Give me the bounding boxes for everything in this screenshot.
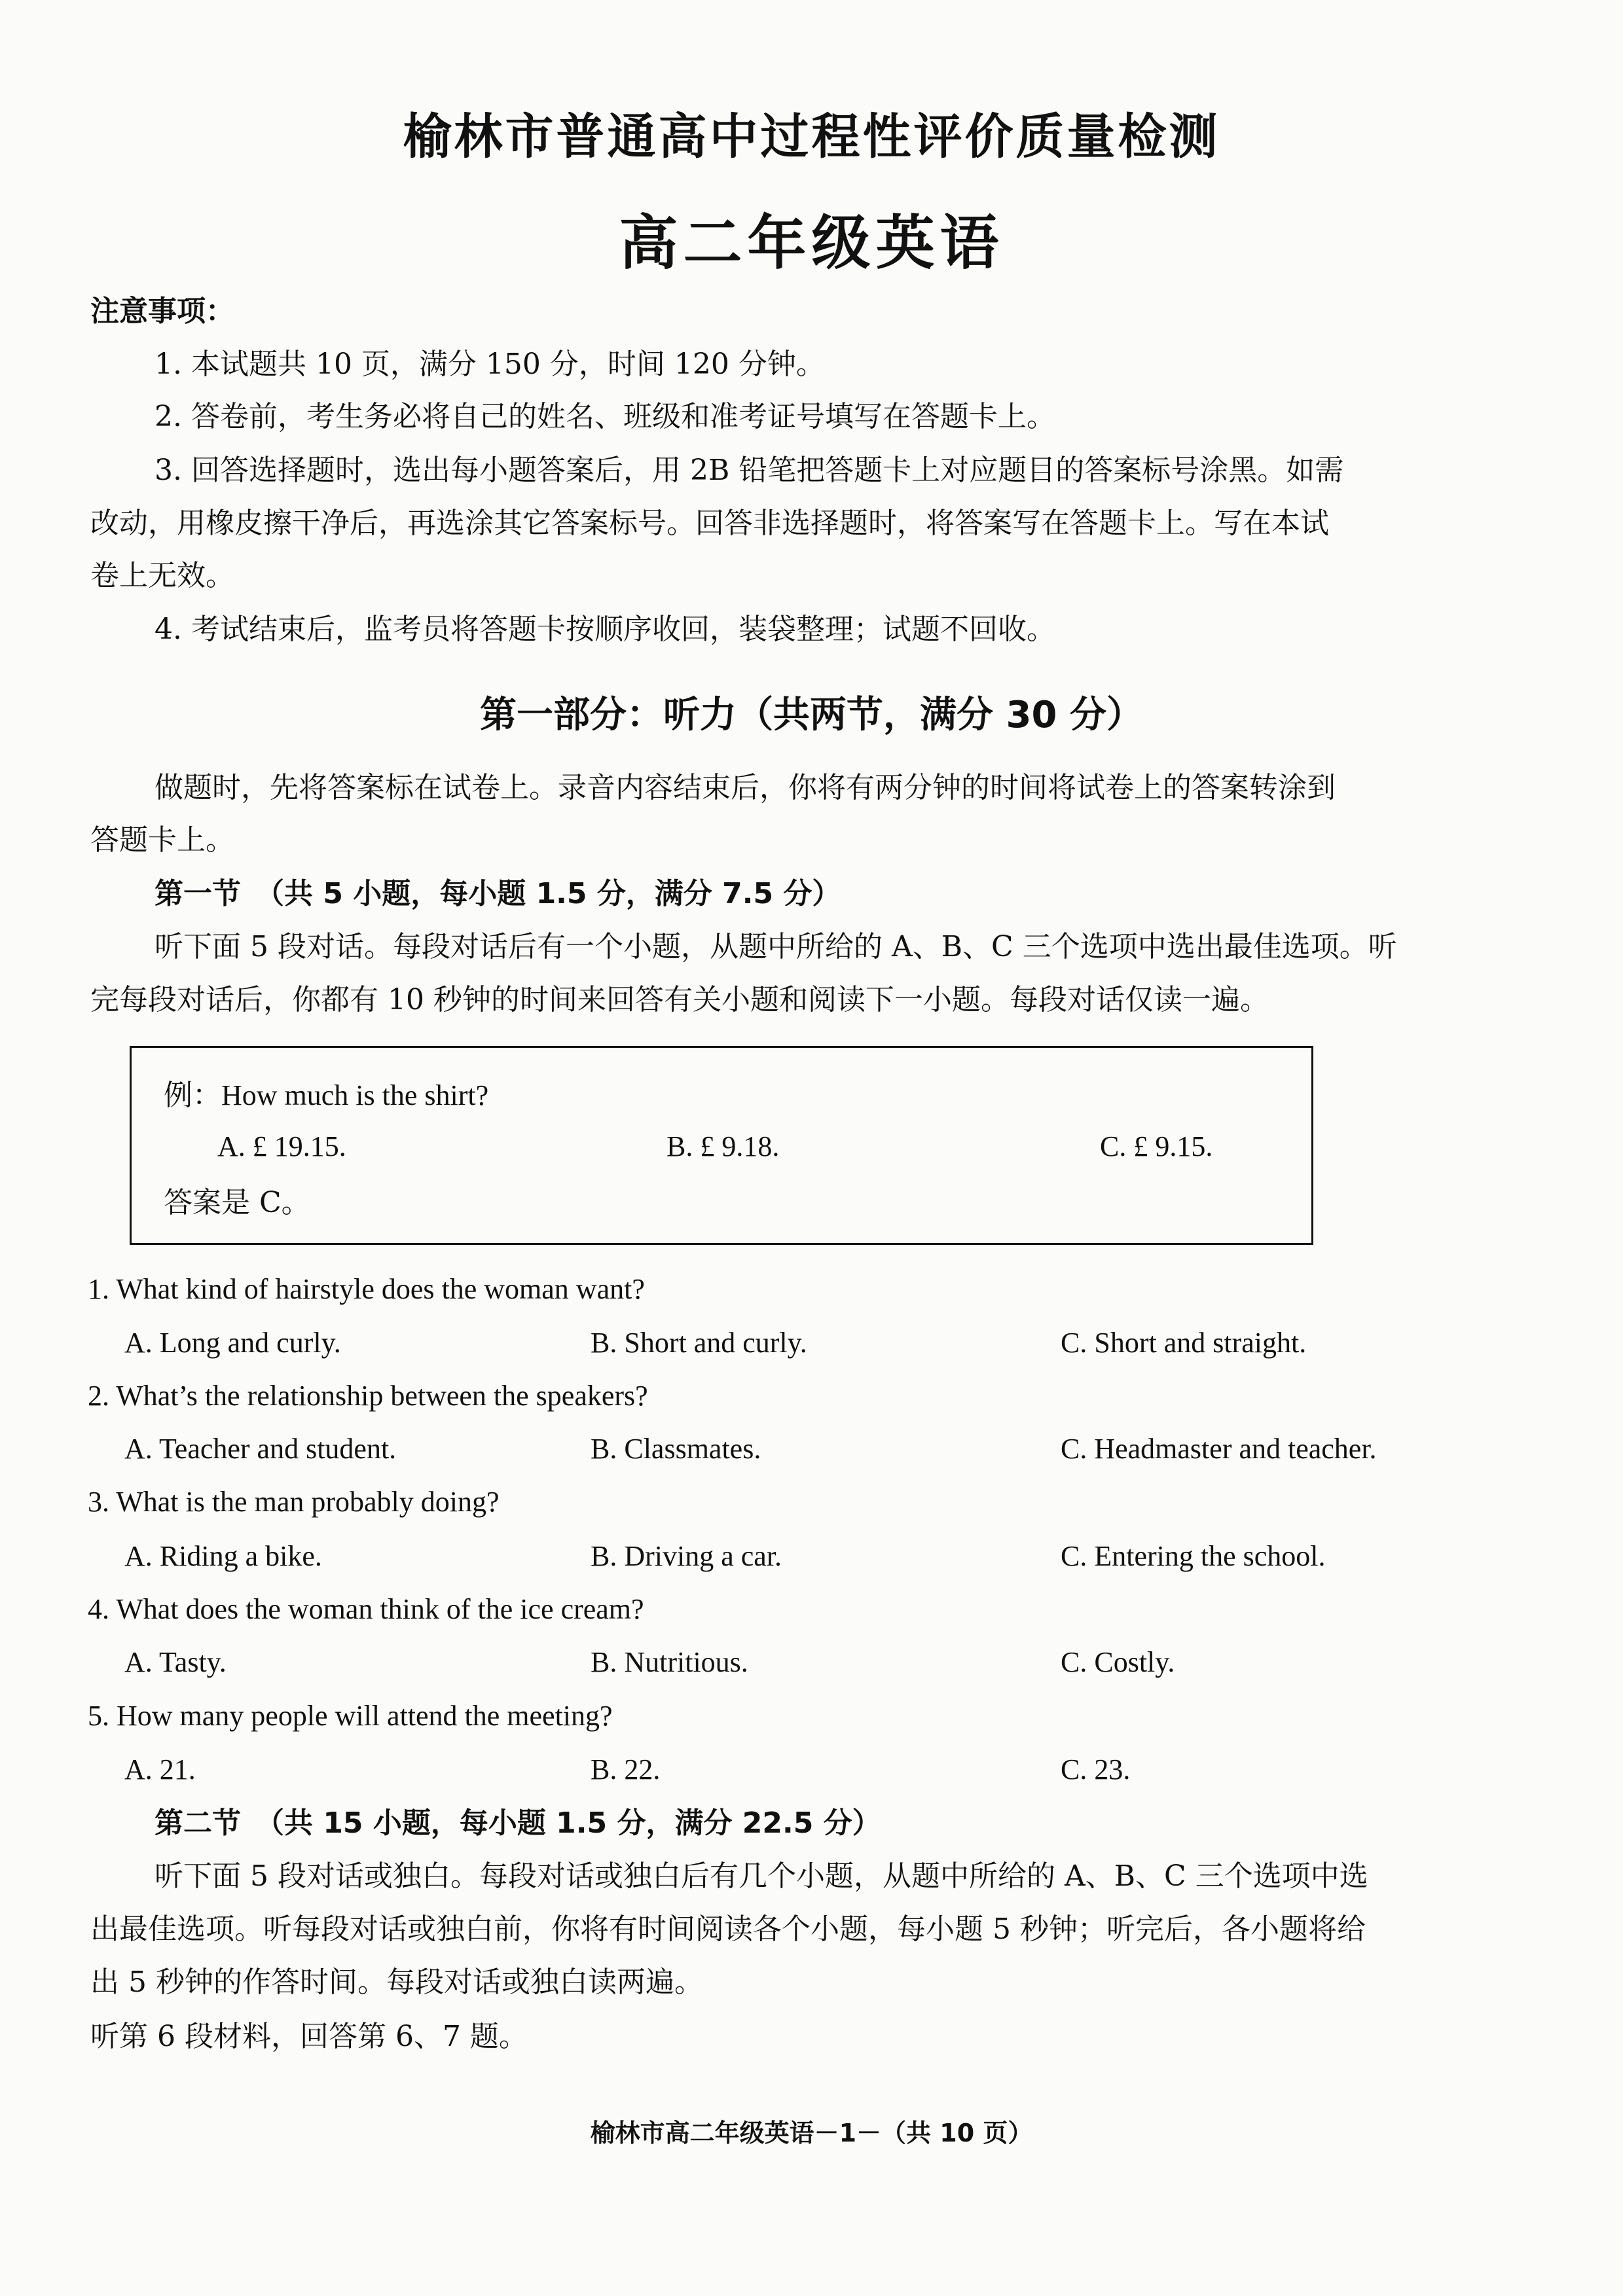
notice-item-4: 4. 考试结束后，监考员将答题卡按顺序收回，装袋整理；试题不回收。	[155, 613, 1055, 646]
question-3-option-b: B. Driving a car.	[591, 1540, 782, 1572]
question-4-option-c: C. Costly.	[1061, 1646, 1175, 1678]
notice-item-3-line-3: 卷上无效。	[90, 559, 234, 592]
exam-subtitle: 高二年级英语	[619, 209, 1004, 278]
question-4-option-a: A. Tasty.	[124, 1646, 227, 1678]
question-2-option-c: C. Headmaster and teacher.	[1061, 1433, 1377, 1465]
part1-intro-line-1: 做题时，先将答案标在试卷上。录音内容结束后，你将有两分钟的时间将试卷上的答案转涂到	[155, 771, 1336, 804]
section2-material-6: 听第 6 段材料，回答第 6、7 题。	[90, 2020, 528, 2053]
exam-title: 榆林市普通高中过程性评价质量检测	[403, 109, 1220, 165]
section2-heading: 第二节 （共 15 小题，每小题 1.5 分，满分 22.5 分）	[155, 1806, 881, 1840]
question-3-option-c: C. Entering the school.	[1061, 1540, 1326, 1572]
question-5-option-a: A. 21.	[124, 1753, 196, 1785]
section2-instruction-line-1: 听下面 5 段对话或独白。每段对话或独白后有几个小题，从题中所给的 A、B、C 三个选项中选	[155, 1859, 1368, 1893]
question-2-option-b: B. Classmates.	[591, 1433, 761, 1465]
question-2-stem: 2. What’s the relationship between the speakers?	[88, 1380, 648, 1412]
example-answer: 答案是 C。	[164, 1186, 310, 1219]
question-1-option-b: B. Short and curly.	[591, 1327, 807, 1359]
notice-heading: 注意事项：	[90, 295, 234, 328]
page-footer: 榆林市高二年级英语－1－（共 10 页）	[590, 2119, 1033, 2147]
section1-instruction-line-1: 听下面 5 段对话。每段对话后有一个小题，从题中所给的 A、B、C 三个选项中选出最佳选项。听	[155, 930, 1397, 963]
question-1-option-c: C. Short and straight.	[1061, 1327, 1307, 1359]
question-5-option-c: C. 23.	[1061, 1753, 1131, 1785]
question-3-stem: 3. What is the man probably doing?	[88, 1486, 500, 1518]
part1-title: 第一部分：听力（共两节，满分 30 分）	[480, 694, 1143, 736]
notice-item-3-line-1: 3. 回答选择题时，选出每小题答案后，用 2B 铅笔把答题卡上对应题目的答案标号涂黑。如需	[155, 454, 1344, 487]
question-4-option-b: B. Nutritious.	[591, 1646, 748, 1678]
part1-intro-line-2: 答题卡上。	[90, 823, 234, 857]
section2-instruction-line-3: 出 5 秒钟的作答时间。每段对话或独白读两遍。	[90, 1965, 703, 1999]
question-1-option-a: A. Long and curly.	[124, 1327, 341, 1359]
example-option-a: A. £ 19.15.	[217, 1130, 346, 1162]
example-question: 例：How much is the shirt?	[164, 1079, 489, 1111]
question-3-option-a: A. Riding a bike.	[124, 1540, 322, 1572]
question-4-stem: 4. What does the woman think of the ice cream?	[88, 1593, 644, 1625]
notice-item-1: 1. 本试题共 10 页，满分 150 分，时间 120 分钟。	[155, 348, 825, 381]
notice-item-2: 2. 答卷前，考生务必将自己的姓名、班级和准考证号填写在答题卡上。	[155, 400, 1055, 433]
section1-instruction-line-2: 完每段对话后，你都有 10 秒钟的时间来回答有关小题和阅读下一小题。每段对话仅读一遍。	[90, 983, 1269, 1016]
question-1-stem: 1. What kind of hairstyle does the woman want?	[88, 1273, 645, 1305]
question-5-stem: 5. How many people will attend the meeting?	[88, 1700, 613, 1732]
example-option-c: C. £ 9.15.	[1100, 1130, 1213, 1162]
section2-instruction-line-2: 出最佳选项。听每段对话或独白前，你将有时间阅读各个小题，每小题 5 秒钟；听完后，各小题将给	[90, 1912, 1366, 1946]
section1-heading: 第一节 （共 5 小题，每小题 1.5 分，满分 7.5 分）	[155, 877, 841, 910]
question-5-option-b: B. 22.	[591, 1753, 661, 1785]
notice-item-3-line-2: 改动，用橡皮擦干净后，再选涂其它答案标号。回答非选择题时，将答案写在答题卡上。写在本试	[90, 507, 1329, 540]
example-option-b: B. £ 9.18.	[666, 1130, 780, 1162]
question-2-option-a: A. Teacher and student.	[124, 1433, 397, 1465]
